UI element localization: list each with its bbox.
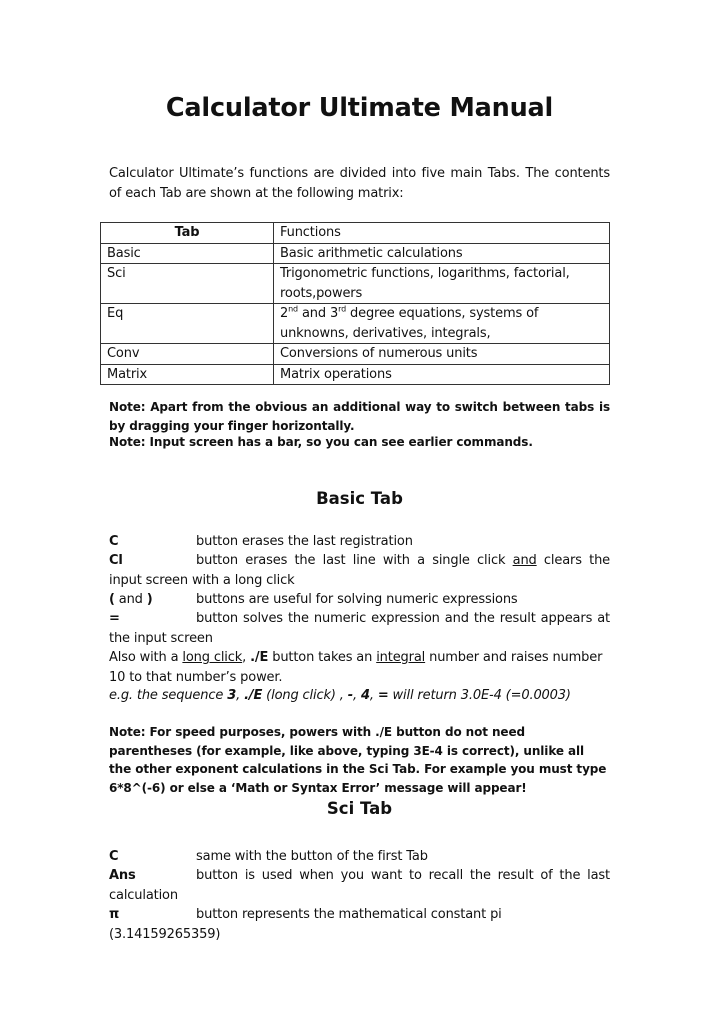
sci-c-key-label: C: [109, 849, 119, 864]
eq-functions-mid: and 3: [297, 306, 339, 321]
eg-post: will return 3.0E-4 (=0.0003): [388, 688, 571, 703]
c-key-description: button erases the last registration: [196, 534, 413, 549]
table-row: [101, 243, 610, 264]
ans-key-label: Ans: [109, 868, 136, 883]
eg-4: 4: [360, 688, 370, 703]
sci-c-entry: [109, 847, 610, 867]
note-switch-tabs: Note: Apart from the obvious an additional way to switch between tabs is by dragging your finger horizontally.: [109, 400, 610, 433]
basic-paren-entry: [109, 590, 610, 610]
basic-example-line: [109, 686, 610, 706]
note-input-bar: Note: Input screen has a bar, so you can see earlier commands.: [109, 435, 533, 449]
c-key-label: C: [109, 534, 119, 549]
table-row: [101, 304, 610, 344]
cl-desc-post: clears the input screen with a long click: [109, 553, 611, 588]
eg-comma2: ,: [352, 688, 361, 703]
table-cell-functions: Trigonometric functions, logarithms, factorial, roots,powers: [274, 264, 610, 304]
intro-paragraph: Calculator Ultimate’s functions are divided into five main Tabs. The contents of each Tab are shown at the following matrix:: [109, 166, 610, 201]
pi-key-label: π: [109, 907, 120, 922]
table-row: [101, 264, 610, 304]
eq-functions-post: degree equations, systems of unknowns, derivatives, integrals,: [280, 306, 539, 341]
eg-long: (long click) ,: [262, 688, 348, 703]
superscript-rd: rd: [338, 304, 347, 314]
cl-key-label: Cl: [109, 553, 123, 568]
basic-c-entry: [109, 532, 610, 552]
paren-open: (: [109, 592, 115, 607]
paren-key-label: [109, 590, 153, 610]
cl-desc-and: and: [512, 553, 537, 568]
cl-desc-pre: button erases the last line with a single click: [196, 553, 513, 568]
ans-key-description: button is used when you want to recall the result of the last calculation: [109, 868, 610, 903]
also-integral: integral: [376, 650, 426, 665]
basic-cl-entry: [109, 551, 610, 590]
sci-c-key-description: same with the button of the first Tab: [196, 849, 428, 864]
table-cell-tab: Basic: [101, 243, 274, 264]
basic-equals-entry: [109, 609, 610, 648]
table-cell-functions: Matrix operations: [274, 364, 610, 385]
table-cell-functions: Basic arithmetic calculations: [274, 243, 610, 264]
cl-key-description: [109, 551, 610, 590]
page-title: Calculator Ultimate Manual: [165, 93, 554, 123]
eg-3: 3: [227, 688, 237, 703]
paren-key-description: buttons are useful for solving numeric expressions: [196, 592, 518, 607]
also-long-click: long click: [182, 650, 243, 665]
eg-eq: =: [377, 688, 389, 703]
table-cell-functions: [274, 304, 610, 344]
sci-ans-entry: [109, 866, 610, 905]
table-header-row: [101, 223, 610, 244]
also-pre: Also with a: [109, 650, 183, 665]
equals-key-description: button solves the numeric expression and the result appears at the input screen: [109, 611, 610, 646]
table-cell-tab: Sci: [101, 264, 274, 304]
table-cell-tab: Matrix: [101, 364, 274, 385]
basic-tab-heading: Basic Tab: [316, 489, 403, 508]
eq-functions-pre: 2: [280, 306, 289, 321]
superscript-nd: nd: [288, 304, 298, 314]
sci-tab-heading: Sci Tab: [326, 799, 393, 818]
table-header-functions: Functions: [274, 223, 610, 244]
paren-and: and: [114, 592, 147, 607]
table-cell-tab: Eq: [101, 304, 274, 344]
table-cell-functions: Conversions of numerous units: [274, 344, 610, 365]
also-key: ./E: [250, 650, 269, 665]
table-header-tab: Tab: [101, 223, 274, 244]
eg-comma3: ,: [369, 688, 378, 703]
table-row: [101, 364, 610, 385]
note-powers: Note: For speed purposes, powers with ./E button do not need parentheses (for example, like above, typing 3E-4 is correct), unlike all the other exponent calculations in the Sci Tab. For example you must type 6*8^(-6) or else a ‘Math or Syntax Error’ message will appear!: [109, 725, 607, 795]
equals-key-label: =: [109, 611, 120, 626]
tabs-matrix-table: [100, 222, 610, 385]
also-comma: ,: [242, 650, 251, 665]
basic-also-paragraph: [109, 648, 604, 687]
eg-e: ./E: [244, 688, 263, 703]
eg-comma1: ,: [236, 688, 245, 703]
pi-key-description: button represents the mathematical constant pi (3.14159265359): [109, 907, 502, 942]
also-post: number and raises number 10 to that number’s power.: [109, 650, 603, 685]
paren-close: ): [146, 592, 153, 607]
table-row: [101, 344, 610, 365]
sci-pi-entry: [109, 905, 610, 944]
also-mid: button takes an: [268, 650, 377, 665]
table-cell-tab: Conv: [101, 344, 274, 365]
eg-pre: e.g. the sequence: [109, 688, 228, 703]
eg-minus: -: [347, 688, 353, 703]
